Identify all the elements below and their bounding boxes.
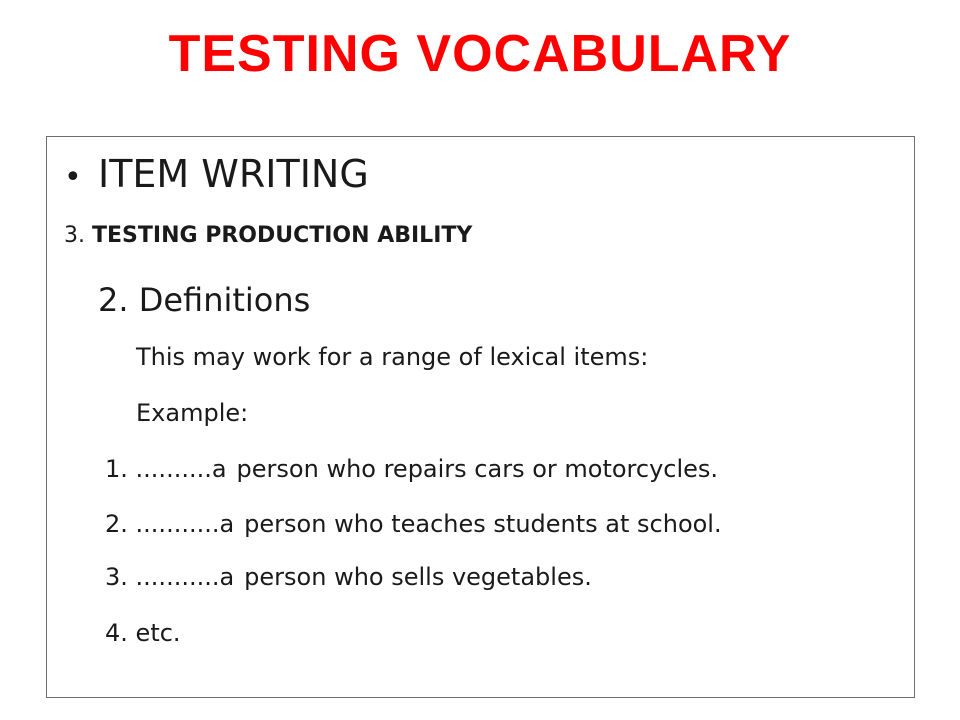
item-writing-heading: ITEM WRITING [98, 152, 369, 196]
item-blank: ...........a [135, 563, 235, 591]
example-item [105, 457, 718, 481]
item-text: person who sells vegetables. [244, 563, 592, 591]
slide-title: TESTING VOCABULARY [168, 25, 792, 83]
item-number: 4. [105, 619, 128, 647]
item-blank: ..........a [135, 455, 227, 483]
bullet-dot: • [64, 160, 82, 195]
item-number: 3. [105, 563, 128, 591]
item-text: person who teaches students at school. [244, 510, 722, 538]
example-item [105, 512, 722, 536]
example-item [105, 621, 181, 645]
example-label: Example: [136, 399, 249, 427]
item-number: 1. [105, 455, 128, 483]
section-heading [64, 225, 472, 247]
item-text: person who repairs cars or motorcycles. [236, 455, 719, 483]
section-number: 3. [64, 223, 85, 248]
item-number: 2. [105, 510, 128, 538]
item-text: etc. [135, 619, 181, 647]
item-blank: ...........a [135, 510, 235, 538]
section-title: TESTING PRODUCTION ABILITY [92, 223, 473, 248]
description-text: This may work for a range of lexical items: [136, 343, 649, 371]
example-item [105, 565, 592, 589]
subsection-heading: 2. Definitions [98, 281, 311, 319]
